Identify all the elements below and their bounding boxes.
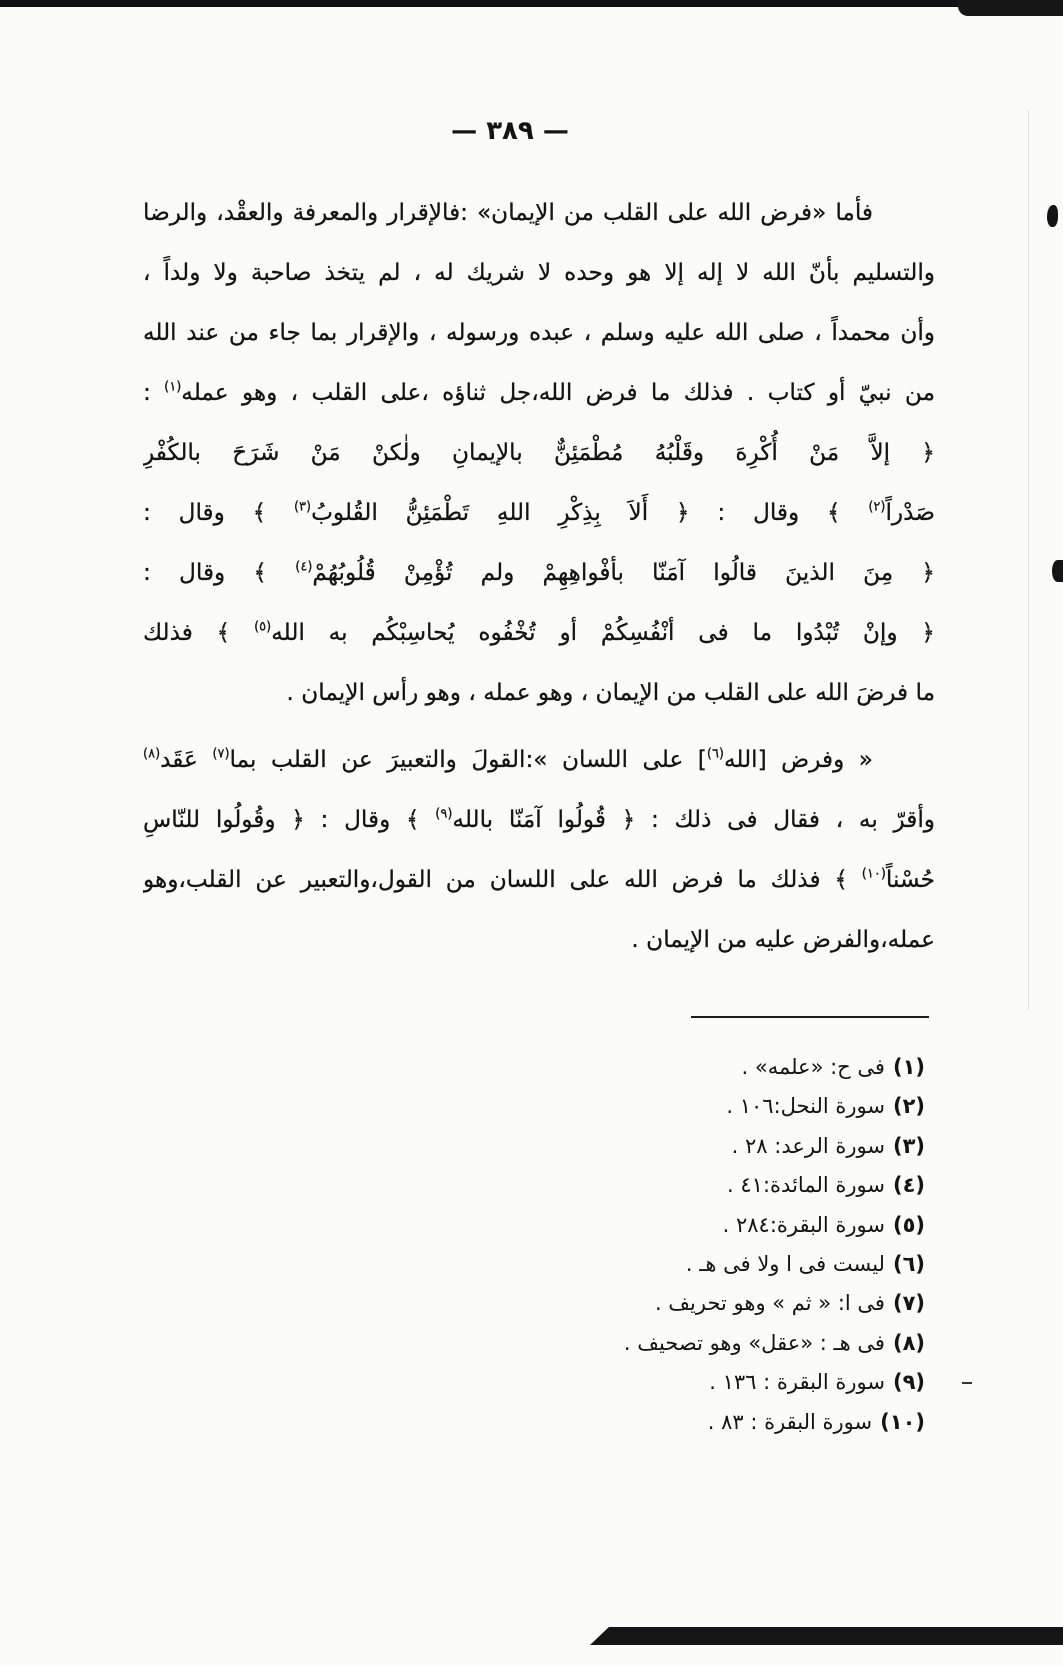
text-run: فأما «فرض الله على القلب من الإيمان» :فالإقرار والمعرفة والعقْد، والرضا — [143, 199, 873, 226]
paragraph — [143, 730, 935, 970]
text-run: صَدْراً — [885, 499, 935, 526]
text-run: عَقَد — [160, 746, 213, 773]
footnote-text: سورة المائدة:٤١ . — [727, 1173, 885, 1198]
text-run: وأقرّ به ، فقال فى ذلك : ﴿ قُولُوا آمَنّا بالله — [452, 806, 935, 833]
text-run: ﴾ وقال : ﴿ أَلاَ بِذِكْرِ اللهِ تَطْمَئِنُّ القُلوبُ — [311, 499, 869, 526]
paragraph — [143, 183, 935, 723]
text-line — [143, 423, 935, 483]
footnote-ref: (٥) — [254, 619, 272, 635]
text-line — [143, 910, 935, 970]
page-number: — ٣٨٩ — — [451, 116, 569, 146]
footnote-number: (٣) — [892, 1133, 925, 1158]
footnote-text: سورة البقرة:٢٨٤ . — [722, 1212, 885, 1237]
footnote-number: (٥) — [892, 1212, 925, 1237]
footnote — [365, 1403, 925, 1442]
text-run: ﴾ وقال : ﴿ وقُولُوا للنّاسِ — [143, 806, 436, 833]
footnote-number: (٤) — [892, 1173, 925, 1198]
footnote — [365, 1206, 925, 1245]
text-run: والتسليم بأنّ الله لا إله إلا هو وحده لا شريك له ، لم يتخذ صاحبة ولا ولداً ، — [143, 259, 935, 286]
text-run: ] على اللسان »:القولَ والتعبيرَ عن القلب بما — [229, 746, 707, 773]
scan-edge-top — [0, 0, 1063, 7]
footnote-number: (٧) — [892, 1291, 925, 1316]
text-line — [143, 850, 935, 910]
text-run: وأن محمداً ، صلى الله عليه وسلم ، عبده ورسوله ، والإقرار بما جاء من عند الله — [143, 319, 935, 346]
text-line — [143, 543, 935, 603]
footnote-number: (٢) — [892, 1094, 925, 1119]
scan-mark — [1052, 560, 1063, 582]
text-run: ﴾ وقال : — [143, 499, 294, 526]
scan-edge-top-right — [958, 0, 1063, 16]
text-run: ﴿ وإنْ تُبْدُوا ما فى أنْفُسِكُمْ أو تُخْفُوه يُحاسِبْكُم به الله — [271, 619, 935, 646]
footnote-text: سورة البقرة : ٨٣ . — [707, 1409, 873, 1434]
footnote-text: سورة البقرة : ١٣٦ . — [709, 1370, 885, 1395]
footnote — [365, 1245, 925, 1284]
footnote-ref: (٤) — [295, 559, 313, 575]
text-line — [143, 730, 935, 790]
text-line — [143, 183, 935, 243]
text-run: « وفرض [الله — [724, 746, 873, 773]
text-run: حُسْناً — [885, 866, 935, 893]
text-run: من نبيّ أو كتاب . فذلك ما فرض الله،جل ثناؤه ،على القلب ، وهو عمله — [181, 379, 935, 406]
footnote-ref: (٦) — [706, 746, 724, 762]
footnote-ref: (٣) — [293, 499, 312, 515]
footnote — [365, 1087, 925, 1126]
text-run: : — [143, 379, 165, 406]
text-run: ﴾ فذلك ما فرض الله على اللسان من القول،والتعبير عن القلب،وهو — [143, 866, 862, 893]
footnote-number: (٩) — [892, 1370, 925, 1395]
footnote-text: فى هـ : «عقل» وهو تصحيف . — [623, 1330, 885, 1355]
footnote — [365, 1284, 925, 1323]
text-line — [143, 363, 935, 423]
footnote-separator — [691, 1016, 929, 1018]
footnote-text: سورة النحل:١٠٦ . — [726, 1094, 885, 1119]
footnote-text: فى ح: «علمه» . — [741, 1055, 885, 1079]
footnote-number: (٨) — [892, 1330, 925, 1355]
page-crease — [1028, 110, 1029, 1010]
footnote-text: سورة الرعد: ٢٨ . — [731, 1133, 885, 1158]
text-line — [143, 663, 935, 723]
text-run: ﴿ إلاَّ مَنْ أُكْرِهَ وقَلْبُهُ مُطْمَئِنٌّ بالإيمانِ ولٰكنْ مَنْ شَرَحَ بالكُفْرِ — [143, 439, 935, 466]
footnote — [365, 1048, 925, 1087]
text-run: ﴿ مِنَ الذينَ قالُوا آمَنّا بأفْواهِهِمْ ولم تُؤْمِنْ قُلُوبُهُمْ — [312, 559, 935, 586]
text-line — [143, 603, 935, 663]
footnote-text: ليست فى ا ولا فى هـ . — [685, 1251, 885, 1276]
scan-mark — [1047, 205, 1058, 227]
scan-mark — [962, 1382, 972, 1384]
text-line — [143, 790, 935, 850]
footnote-number: (١) — [892, 1055, 925, 1079]
footnote-number: (١٠) — [880, 1409, 925, 1434]
footnote — [365, 1127, 925, 1166]
footnote-ref: (٨) — [143, 746, 161, 762]
footnote-ref: (٩) — [435, 806, 453, 822]
footnote-ref: (٧) — [212, 746, 230, 762]
text-line — [143, 303, 935, 363]
scan-edge-bottom — [590, 1627, 1063, 1645]
footnote-text: فى ا: « ثم » وهو تحريف . — [654, 1291, 885, 1316]
footnote-number: (٦) — [892, 1251, 925, 1276]
footnote — [365, 1166, 925, 1205]
footnotes-list — [365, 1048, 925, 1442]
footnote — [365, 1324, 925, 1363]
text-run: ﴾ فذلك — [143, 619, 255, 646]
text-run: ﴾ وقال : — [143, 559, 296, 586]
text-line — [143, 483, 935, 543]
footnote-ref: (٢) — [868, 499, 886, 515]
footnote — [365, 1363, 925, 1402]
text-run: عمله،والفرض عليه من الإيمان . — [631, 926, 935, 953]
footnote-ref: (١) — [164, 379, 182, 395]
footnote-ref: (١٠) — [861, 866, 886, 882]
text-run: ما فرضَ الله على القلب من الإيمان ، وهو عمله ، وهو رأس الإيمان . — [286, 679, 935, 706]
text-line — [143, 243, 935, 303]
